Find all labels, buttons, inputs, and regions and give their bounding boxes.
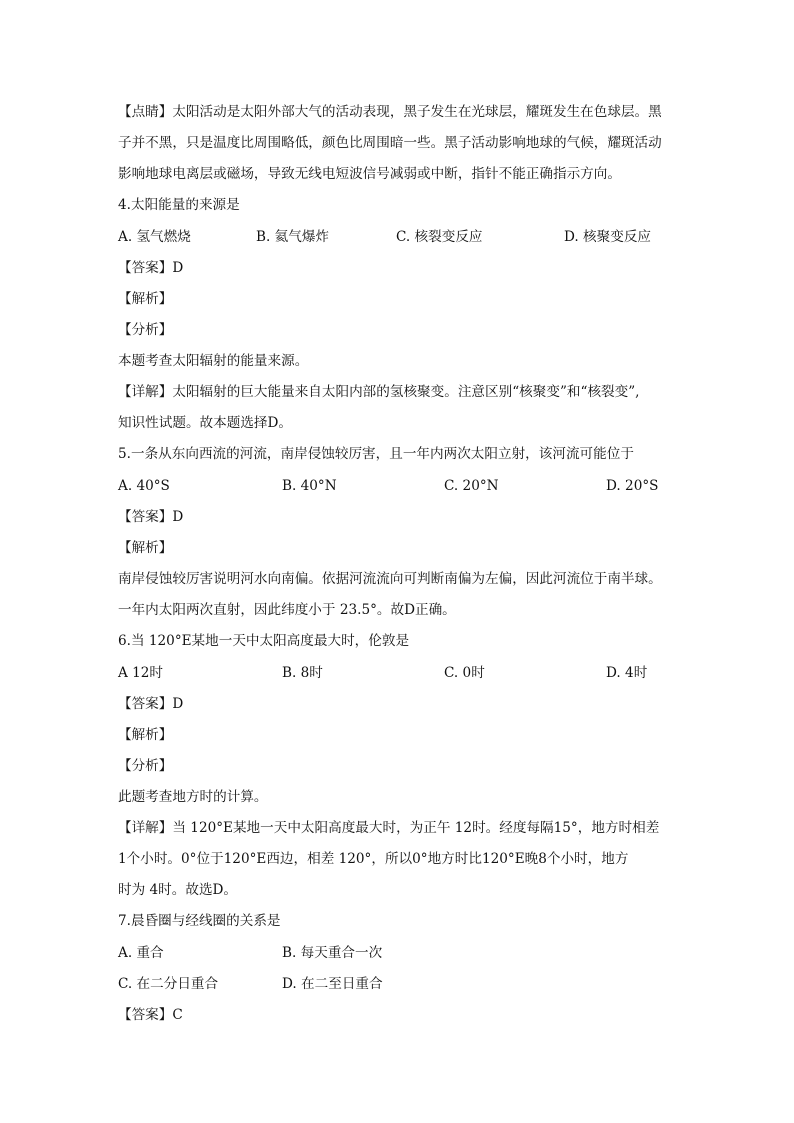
q7-option-b: B. 每天重合一次: [282, 945, 383, 961]
q6-detail-2: 1个小时。0°位于120°E西边，相差 120°，所以0°地方时比120°E晚8个小时，地方: [118, 851, 629, 867]
q6-option-a: A 12时: [118, 665, 164, 681]
q6-option-d: D. 4时: [606, 665, 648, 681]
q4-jiexi: 【解析】: [118, 291, 173, 307]
q5-option-c: C. 20°N: [444, 478, 499, 494]
q4-stem: 4.太阳能量的来源是: [118, 197, 240, 213]
q4-option-d: D. 核聚变反应: [564, 229, 652, 245]
q7-answer: 【答案】C: [118, 1007, 183, 1023]
q5-answer: 【答案】D: [118, 509, 184, 525]
q4-detail-2: 知识性试题。故本题选择D。: [118, 415, 293, 431]
q6-fenxi: 【分析】: [118, 758, 173, 774]
q4-answer: 【答案】D: [118, 260, 184, 276]
q4-fenxi-text: 本题考查太阳辐射的能量来源。: [118, 353, 309, 369]
q6-detail-1: 【详解】当 120°E某地一天中太阳高度最大时，为正午 12时。经度每隔15°，地方时相差: [118, 820, 660, 836]
q4-option-a: A. 氢气燃烧: [118, 229, 191, 245]
q6-answer: 【答案】D: [118, 696, 184, 712]
q4-option-b: B. 氦气爆炸: [256, 229, 330, 245]
q6-option-c: C. 0时: [444, 665, 485, 681]
q4-fenxi: 【分析】: [118, 322, 173, 338]
dianjing-line-3: 影响地球电离层或磁场，导致无线电短波信号减弱或中断，指针不能正确指示方向。: [118, 166, 621, 182]
dianjing-line-2: 子并不黑，只是温度比周围略低，颜色比周围暗一些。黑子活动影响地球的气候，耀斑活动: [118, 135, 662, 151]
q6-jiexi: 【解析】: [118, 727, 173, 743]
q6-fenxi-text: 此题考查地方时的计算。: [118, 789, 268, 805]
q7-option-c: C. 在二分日重合: [118, 976, 219, 992]
q5-option-b: B. 40°N: [282, 478, 337, 494]
q7-option-a: A. 重合: [118, 945, 164, 961]
q4-option-c: C. 核裂变反应: [396, 229, 483, 245]
q5-jiexi: 【解析】: [118, 540, 173, 556]
q5-option-d: D. 20°S: [606, 478, 659, 494]
q5-text-2: 一年内太阳两次直射，因此纬度小于 23.5°。故D正确。: [118, 602, 456, 618]
q5-option-a: A. 40°S: [118, 478, 170, 494]
q7-option-d: D. 在二至日重合: [282, 976, 383, 992]
q6-stem: 6.当 120°E某地一天中太阳高度最大时，伦敦是: [118, 633, 410, 649]
q5-text-1: 南岸侵蚀较厉害说明河水向南偏。依据河流流向可判断南偏为左偏，因此河流位于南半球。: [118, 571, 662, 587]
q7-stem: 7.晨昏圈与经线圈的关系是: [118, 913, 281, 929]
q6-option-b: B. 8时: [282, 665, 323, 681]
q6-detail-3: 时为 4时。故选D。: [118, 882, 238, 898]
dianjing-line-1: 【点睛】太阳活动是太阳外部大气的活动表现，黑子发生在光球层，耀斑发生在色球层。黑: [118, 104, 662, 120]
q4-detail-1: 【详解】太阳辐射的巨大能量来自太阳内部的氢核聚变。注意区别“核聚变”和“核裂变”,: [118, 384, 640, 400]
q5-stem: 5.一条从东向西流的河流，南岸侵蚀较厉害，且一年内两次太阳立射，该河流可能位于: [118, 446, 634, 462]
